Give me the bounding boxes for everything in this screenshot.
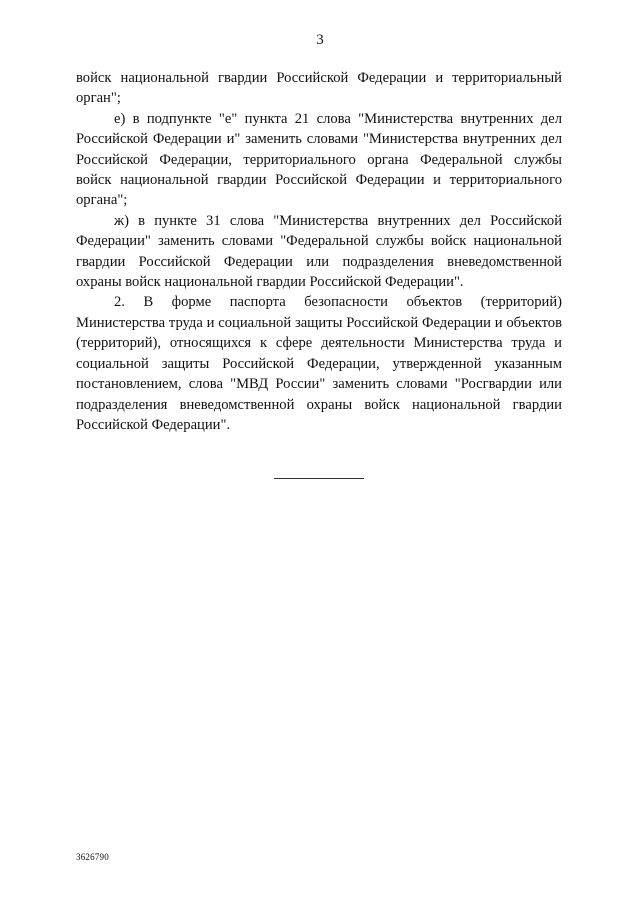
end-separator-line (274, 478, 364, 479)
paragraph-item-2: 2. В форме паспорта безопасности объектов (территорий) Министерства труда и социальной защиты Российской Федерации и объектов (территорий), относящихся к сфере деятельности Министерства труда и социальной защиты Российской Федерации, утвержденной указанным постановлением, слова "МВД России" заменить словами "Росгвардии или подразделения вневедомственной охраны войск национальной гвардии Российской Федерации". (76, 294, 562, 433)
paragraph-continuation: войск национальной гвардии Российской Федерации и территориальный орган"; (76, 70, 562, 107)
paragraph-item-zh: ж) в пункте 31 слова "Министерства внутренних дел Российской Федерации" заменить словами "Федеральной службы войск национальной гвардии Российской Федерации или подразделения вневедомственной охраны войск национальной гвардии Российской Федерации". (76, 212, 562, 291)
page-number: 3 (316, 32, 324, 48)
paragraph-item-e: е) в подпункте "е" пункта 21 слова "Министерства внутренних дел Российской Федерации и" заменить словами "Министерства внутренних дел Российской Федерации, территориального органа Федеральной службы войск национальной гвардии Российской Федерации и территориального органа"; (76, 110, 562, 209)
document-body (76, 68, 562, 435)
document-code: 3626790 (76, 852, 109, 862)
